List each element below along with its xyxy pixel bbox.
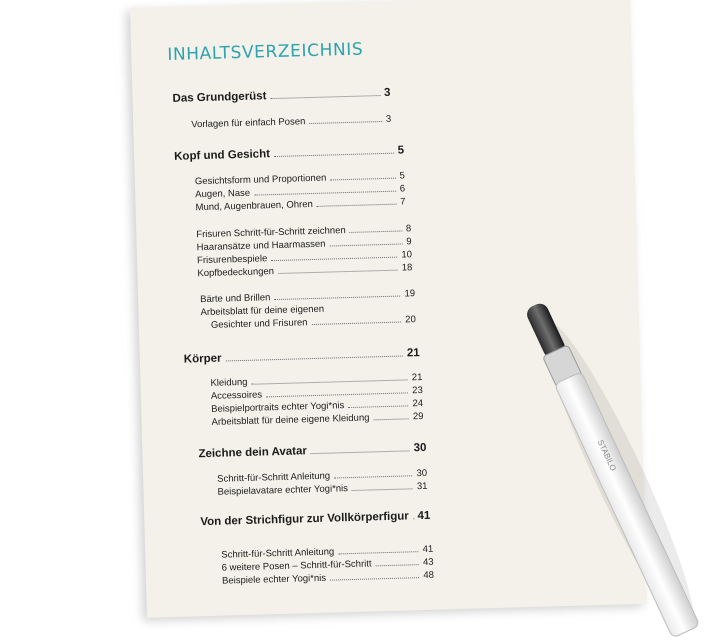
toc-page-number: 31 (416, 480, 428, 493)
toc-leader (376, 564, 419, 566)
toc-leader (312, 322, 402, 326)
toc-page-number: 30 (413, 441, 427, 455)
toc-leader (226, 356, 403, 362)
toc-title: Beispiele echter Yogi*nis (221, 572, 327, 587)
toc-section[interactable] (174, 144, 404, 162)
toc-title: Kleidung (210, 376, 248, 389)
toc-leader (311, 450, 410, 454)
toc-leader (278, 270, 398, 274)
toc-title: Kopfbedeckungen (197, 266, 275, 280)
toc-leader (330, 243, 403, 246)
toc-leader (252, 379, 408, 384)
toc-leader (330, 577, 419, 580)
toc-page-number: 9 (406, 236, 412, 248)
toc-leader (254, 191, 396, 196)
toc-leader (317, 204, 396, 207)
toc-page-number: 3 (383, 86, 391, 99)
toc-title: Schritt-für-Schritt Anleitung (217, 470, 331, 485)
toc-leader (413, 518, 414, 519)
toc-leader (271, 95, 381, 99)
toc-entry[interactable] (191, 114, 391, 131)
toc-title: Zeichne dein Avatar (198, 445, 308, 461)
toc-title: Vorlagen für einfach Posen (191, 116, 306, 131)
pen-label: STABILO (595, 438, 618, 473)
toc-page-number: 29 (412, 410, 424, 423)
toc-leader (374, 418, 410, 420)
toc-page-number: 41 (417, 509, 431, 523)
toc-title: Körper (183, 352, 222, 366)
toc-leader (271, 257, 397, 262)
toc-page-number: 5 (397, 144, 405, 157)
toc-title: Augen, Nase (195, 187, 251, 201)
toc-page-number: 3 (385, 113, 392, 125)
toc-title: Arbeitsblatt für deine eigenen (200, 303, 325, 319)
toc-page-number: 41 (422, 543, 434, 556)
toc-title: Accessoires (210, 389, 263, 402)
toc-title: Arbeitsblatt für deine eigene Kleidung (211, 412, 370, 428)
toc-leader (334, 475, 412, 478)
toc-leader (274, 153, 394, 157)
toc-page-number: 6 (399, 183, 406, 195)
toc-page-number: 5 (399, 170, 405, 182)
toc-page-number: 7 (400, 196, 406, 208)
toc-leader (352, 488, 413, 491)
toc-title: Schritt-für-Schritt Anleitung (221, 546, 335, 561)
toc-title: Gesichtsform und Proportionen (194, 172, 327, 188)
toc-title: Gesichter und Frisuren (210, 317, 308, 331)
toc-page-number: 30 (416, 467, 428, 480)
toc-page-number: 10 (401, 249, 413, 261)
toc-page-number: 43 (422, 556, 434, 569)
toc-title: Frisuren Schritt-für-Schritt zeichnen (196, 225, 346, 241)
toc-leader (338, 551, 418, 554)
toc-title: Bärte und Brillen (200, 292, 271, 306)
toc-leader (350, 230, 402, 232)
toc-page-number: 21 (406, 347, 420, 360)
toc-title: Frisurenbespiele (196, 253, 268, 267)
toc-page-number: 23 (412, 384, 423, 397)
toc-title: 6 weitere Posen – Schritt-für-Schritt (221, 558, 372, 574)
toc-section[interactable] (184, 347, 420, 366)
toc-section[interactable] (172, 87, 390, 105)
toc-page-number: 18 (401, 262, 413, 274)
toc-leader (274, 296, 400, 301)
toc-leader (266, 392, 408, 397)
toc-page-number: 8 (405, 223, 412, 235)
toc-page-number: 19 (404, 288, 416, 300)
toc-heading: INHALTSVERZEICHNIS (167, 39, 364, 65)
toc-leader (348, 405, 408, 408)
toc-page-number: 20 (405, 314, 416, 326)
toc-page-number: 21 (411, 371, 423, 384)
toc-section[interactable] (200, 510, 430, 528)
toc-title: Das Grundgerüst (172, 90, 267, 105)
toc-title: Beispielavatare echter Yogi*nis (217, 483, 349, 498)
toc-title: Haaransätze und Haarmassen (196, 238, 326, 254)
toc-title: Mund, Augenbrauen, Ohren (195, 198, 313, 214)
toc-section[interactable] (198, 442, 426, 460)
toc-page-number: 48 (423, 569, 435, 582)
toc-title: Beispielportraits echter Yogi*nis (211, 400, 345, 415)
toc-page-number: 24 (412, 397, 424, 410)
toc-leader (309, 121, 382, 124)
toc-title: Kopf und Gesicht (174, 148, 271, 163)
toc-leader (330, 178, 395, 181)
toc-title: Von der Strichfigur zur Vollkörperfigur (200, 510, 409, 529)
